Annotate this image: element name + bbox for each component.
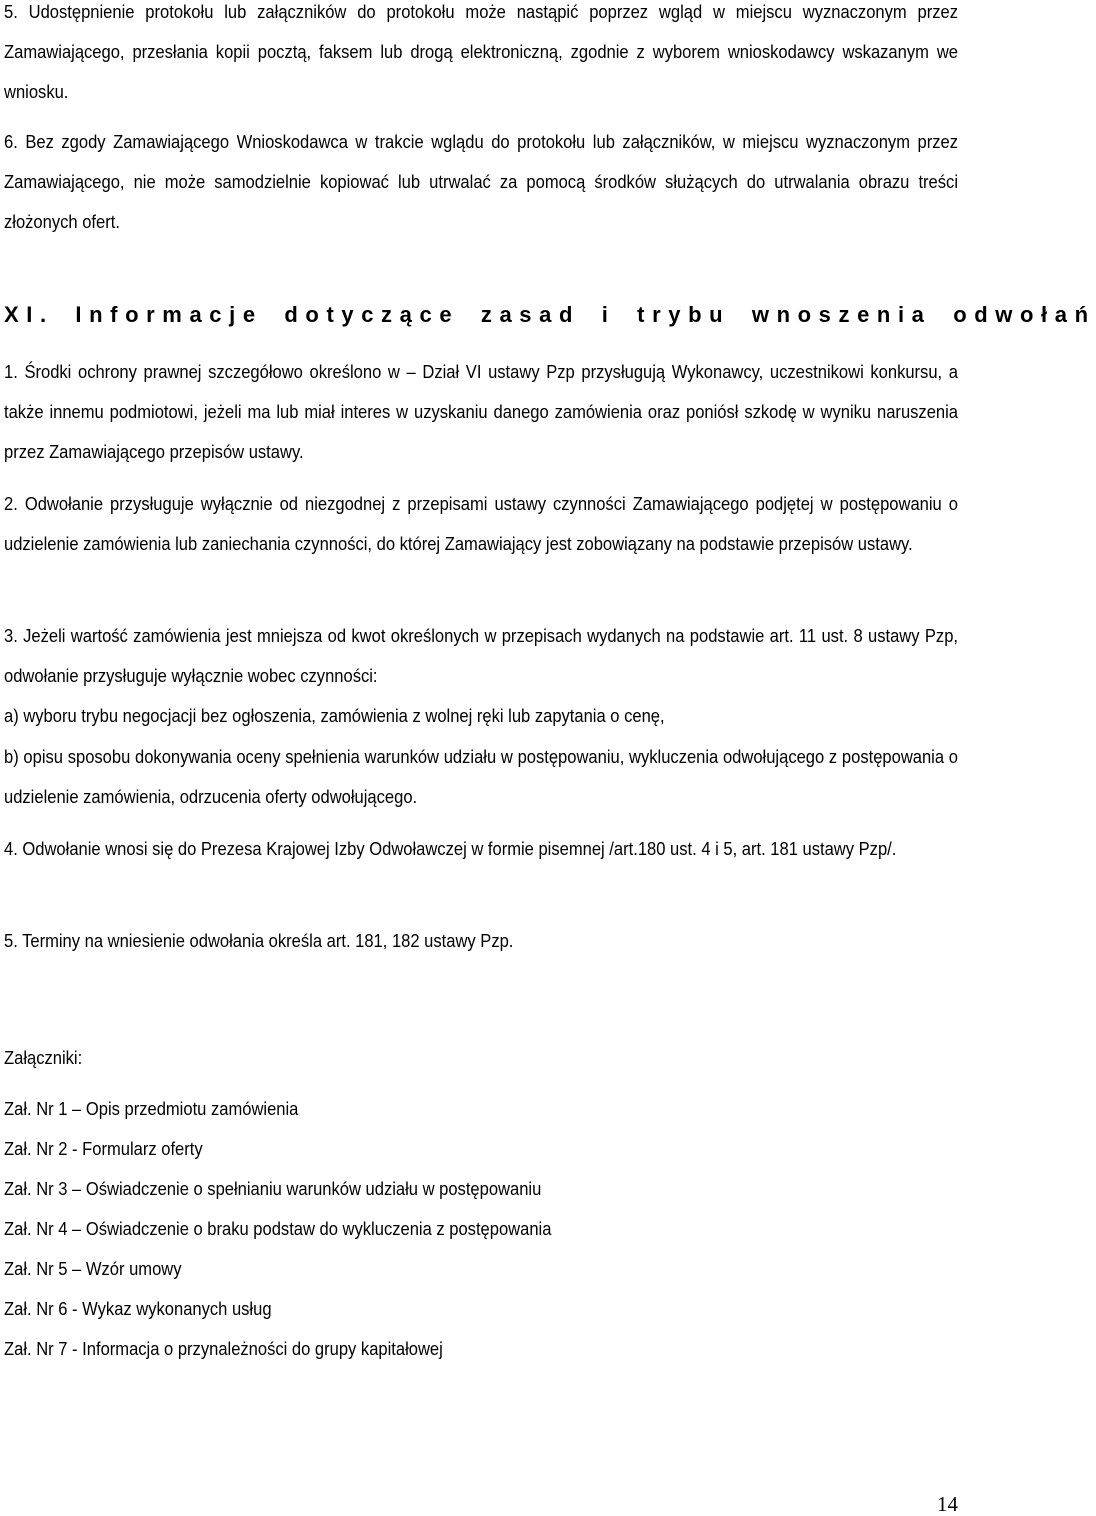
section-paragraph-4-appeal-filing: 4. Odwołanie wnosi się do Prezesa Krajowej Izby Odwoławczej w formie pisemnej /art.180 ust. 4 i 5, art. 181 ustawy Pzp/. <box>4 838 897 859</box>
attachment-item-6: Zał. Nr 6 - Wykaz wykonanych usług <box>4 1298 272 1319</box>
section-paragraph-3-value-threshold: 3. Jeżeli wartość zamówienia jest mniejsza od kwot określonych w przepisach wydanych na podstawie art. 11 ust. 8 ustawy Pzp, odwołanie przysługuje wyłącznie wobec czynności: <box>4 625 958 686</box>
attachment-item-1: Zał. Nr 1 – Opis przedmiotu zamówienia <box>4 1098 299 1119</box>
attachment-item-5: Zał. Nr 5 – Wzór umowy <box>4 1258 182 1279</box>
document-page <box>4 0 1096 1515</box>
section-paragraph-1-legal-remedies: 1. Środki ochrony prawnej szczegółowo określono w – Dział VI ustawy Pzp przysługują Wykonawcy, uczestnikowi konkursu, a także innemu podmiotowi, jeżeli ma lub miał interes w uzyskaniu danego zamówienia oraz poniósł szkodę w wyniku naruszenia przez Zamawiającego przepisów ustawy. <box>4 361 958 462</box>
paragraph-5-document-access: 5. Udostępnienie protokołu lub załączników do protokołu może nastąpić poprzez wgląd w miejscu wyznaczonym przez Zamawiającego, przesłania kopii pocztą, faksem lub drogą elektroniczną, zgodnie z wyborem wnioskodawcy wskazanym we wniosku. <box>4 1 958 102</box>
attachment-item-4: Zał. Nr 4 – Oświadczenie o braku podstaw do wykluczenia z postępowania <box>4 1218 552 1239</box>
section-paragraph-3b: b) opisu sposobu dokonywania oceny spełnienia warunków udziału w postępowaniu, wykluczenia odwołującego z postępowania o udzielenie zamówienia, odrzucenia oferty odwołującego. <box>4 746 958 807</box>
attachments-label: Załączniki: <box>4 1047 83 1068</box>
section-heading-xi: XI. Informacje dotyczące zasad i trybu wnoszenia odwołań <box>4 302 1096 327</box>
paragraph-6-no-copying: 6. Bez zgody Zamawiającego Wnioskodawca w trakcie wglądu do protokołu lub załączników, w miejscu wyznaczonym przez Zamawiającego, nie może samodzielnie kopiować lub utrwalać za pomocą środków służących do utrwalania obrazu treści złożonych ofert. <box>4 131 958 232</box>
section-paragraph-3a: a) wyboru trybu negocjacji bez ogłoszenia, zamówienia z wolnej ręki lub zapytania o cenę, <box>4 705 665 726</box>
section-paragraph-2-appeal-scope: 2. Odwołanie przysługuje wyłącznie od niezgodnej z przepisami ustawy czynności Zamawiającego podjętej w postępowaniu o udzielenie zamówienia lub zaniechania czynności, do której Zamawiający jest zobowiązany na podstawie przepisów ustawy. <box>4 493 958 554</box>
page-number: 14 <box>937 1492 958 1516</box>
attachment-item-2: Zał. Nr 2 - Formularz oferty <box>4 1138 203 1159</box>
attachment-item-3: Zał. Nr 3 – Oświadczenie o spełnianiu warunków udziału w postępowaniu <box>4 1178 542 1199</box>
section-paragraph-5-deadlines: 5. Terminy na wniesienie odwołania określa art. 181, 182 ustawy Pzp. <box>4 930 514 951</box>
attachment-item-7: Zał. Nr 7 - Informacja o przynależności do grupy kapitałowej <box>4 1338 443 1359</box>
